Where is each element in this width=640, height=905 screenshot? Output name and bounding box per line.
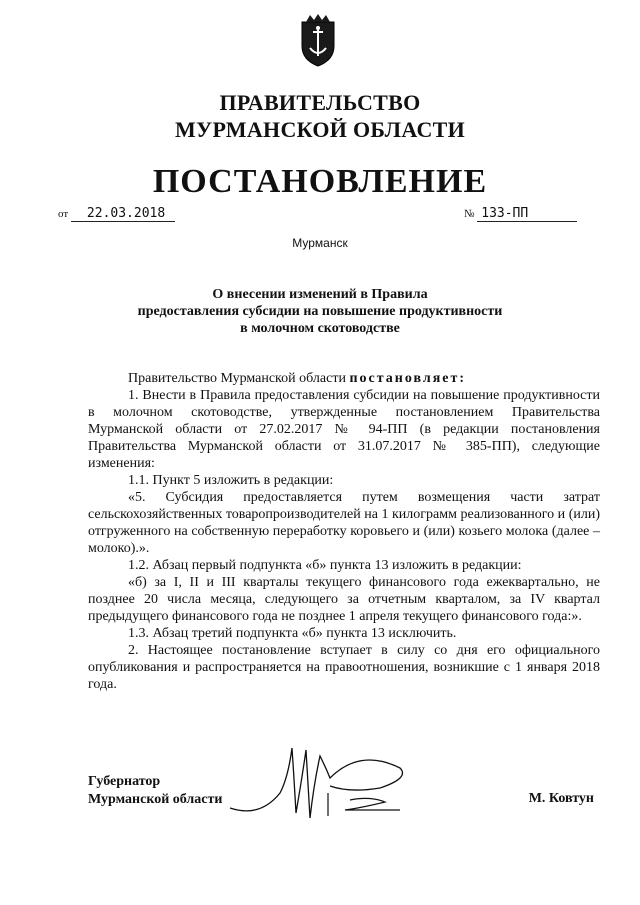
signatory-region: Мурманской области: [88, 792, 223, 807]
document-type: ПОСТАНОВЛЕНИЕ: [152, 163, 488, 200]
number-prefix: №: [464, 208, 475, 220]
government-title: ПРАВИТЕЛЬСТВО: [219, 90, 421, 115]
document-body: [88, 370, 600, 693]
paragraph: 1.2. Абзац первый подпункта «б» пункта 13 изложить в редакции:: [128, 558, 522, 573]
subject-line: в молочном скотоводстве: [240, 321, 400, 336]
paragraph: «б) за I, II и III кварталы текущего финансового года ежеквартально, не позднее 20 числа месяца, следующего за отчетным кварталом, за IV квартал предыдущего финансового года не позднее 1 апреля текущего финансового года:».: [88, 575, 600, 624]
document-subject: [0, 286, 640, 337]
government-region: МУРМАНСКОЙ ОБЛАСТИ: [174, 117, 466, 142]
paragraph: 1. Внести в Правила предоставления субсидии на повышение продуктивности в молочном скотоводстве, утвержденные постановлением Правительства Мурманской области от 27.02.2017 № 94-ПП (в редакции постановления Правительства Мурманской области от 31.07.2017 № 385-ПП), следующие изменения:: [88, 388, 600, 471]
document-date: 22.03.2018: [71, 206, 175, 222]
document-number: 133-ПП: [477, 206, 577, 222]
subject-line: О внесении изменений в Правила: [212, 287, 428, 302]
subject-line: предоставления субсидии на повышение продуктивности: [137, 304, 503, 319]
paragraph: 1.3. Абзац третий подпункта «б» пункта 13 исключить.: [128, 626, 457, 641]
paragraph: «5. Субсидия предоставляется путем возмещения части затрат сельскохозяйственных товаропроизводителей на 1 килограмм реализованного и (или) отгруженного на собственную переработку коровьего и (или) козьего молока (далее – молоко).».: [88, 490, 600, 556]
city-name: Мурманск: [292, 236, 348, 250]
signatory-position: Губернатор: [88, 774, 161, 789]
paragraph: 2. Настоящее постановление вступает в силу со дня его официального опубликования и распространяется на правоотношения, возникшие с 1 января 2018 года.: [88, 643, 600, 692]
intro-paragraph: [88, 370, 600, 387]
signatory-name: М. Ковтун: [528, 791, 594, 806]
intro-text: Правительство Мурманской области: [128, 371, 350, 386]
date-field: [58, 206, 175, 222]
coat-of-arms-emblem: [296, 12, 340, 68]
paragraph: 1.1. Пункт 5 изложить в редакции:: [128, 473, 334, 488]
number-field: [464, 206, 577, 222]
signatory-title: [88, 773, 222, 809]
intro-action: постановляет:: [349, 371, 467, 386]
handwritten-signature: [210, 738, 430, 828]
date-prefix: от: [58, 208, 69, 220]
